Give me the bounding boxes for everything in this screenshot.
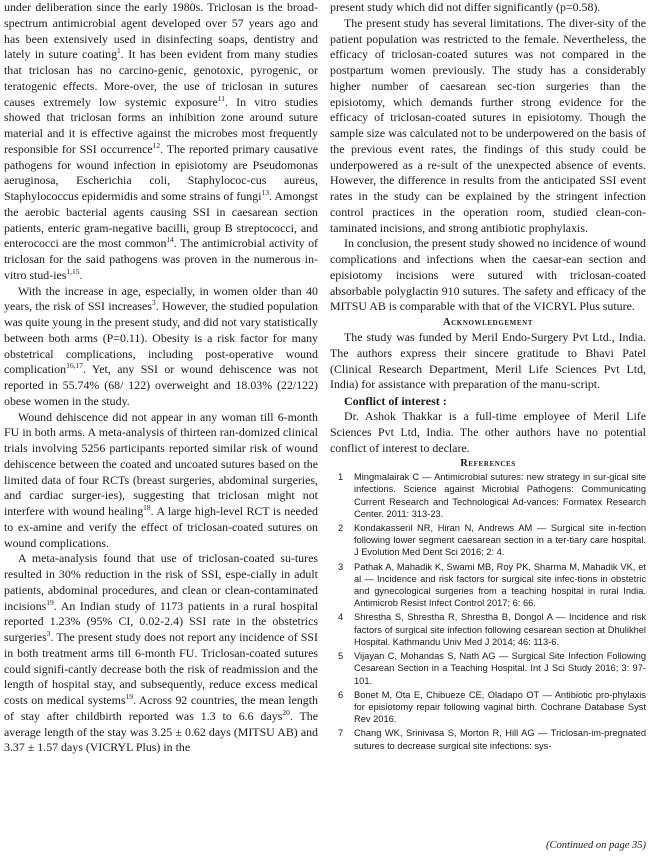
- right-column: [330, 0, 646, 754]
- acknowledgement-heading: Acknowledgement: [442, 317, 534, 328]
- left-column: [4, 0, 318, 756]
- paragraph-continuation: present study which did not differ significantly (p=0.58).: [330, 0, 601, 14]
- reference-item: 3 Pathak A, Mahadik K, Swami MB, Roy PK, Sharma M, Mahadik VK, et al — Incidence and risk factors for surgical site infec-tions in obstetric and gynecological surgeries from a teaching hospital in rural India. Antimicrob Resist Infect Control 2017; 6: 66.: [338, 561, 646, 609]
- reference-item: 5 Vijayan C, Mohandas S, Nath AG — Surgical Site Infection Following Cesarean Section in a Teaching Hospital. Int J Sci Study 2016; 3: 97-101.: [338, 651, 646, 686]
- paragraph-age-risk: With the increase in age, especially, in women older than 40 years, the risk of SSI increases$^3$. However, the studied population was quite young in the present study, and did not vary statistically between both arms (P=0.11). Obesity is a risk factor for many obstetrical complications, including post-operative wound complication$^{16,17}$. Yet, any SSI or wound dehiscence was not reported in 55.74% (68/ 122) overweight and 18.03% (22/122) obese women in the study.: [4, 283, 318, 408]
- references-list: [330, 471, 646, 751]
- acknowledgement-text: The study was funded by Meril Endo-Surgery Pvt Ltd., India. The authors express their sincere gratitude to Bhavi Patel (Clinical Research Department, Meril Life Sciences Pvt Ltd, India) for assistance with preparation of the manu-script.: [330, 330, 646, 392]
- conflict-text: Dr. Ashok Thakkar is a full-time employee of Meril Life Sciences Pvt Ltd, India. The other authors have no potential conflict of interest to declare.: [330, 409, 646, 455]
- reference-item: 4 Shrestha S, Shrestha R, Shrestha B, Dongol A — Incidence and risk factors of surgical site infection following cesarean section at Dhulikhel Hospital. Kathmandu Univ Med J 2014; 46: 113-6.: [338, 612, 646, 647]
- paragraph-triclosan: under deliberation since the early 1980s. Triclosan is the broad-spectrum antimicrobial agent developed over 57 years ago and has been extensively used in disinfecting soaps, dentistry and lately in suture coating$^1$. It has been evident from many studies that triclosan has no carcino-genic, genotoxic, pyrogenic, or teratogenic effects. More-over, the use of triclosan in sutures causes extremely low systemic exposure$^{11}$. In vitro studies showed that triclosan forms an inhibition zone around suture material and it is effective against the microbes most frequently responsible for SSI occurrence$^{12}$. The reported primary causative pathogens for wound infection in episiotomy are Pseudomonas aeruginosa, Escherichia coli, Staphylococ-cus aureus, Staphylococcus epidermidis and some strains of fungi$^{13}$. Amongst the aerobic bacterial agents causing SSI in caesarean section patients, enteric gram-negative bacilli, group B streptococci, and enterococci are the most common$^{14}$. The antimicrobial activity of triclosan for the said pathogens was proven in the numerous in-vitro stud-ies$^{1,15}$.: [4, 0, 318, 282]
- continued-note: (Continued on page 35): [545, 840, 646, 851]
- references-heading: References: [460, 458, 516, 470]
- paragraph-wound-dehiscence: Wound dehiscence did not appear in any woman till 6-month FU in both arms. A meta-analysis of thirteen ran-domized clinical trials involving 5256 participants reported similar risk of wound dehiscence between the coated and uncoated sutures based on the limited data of four RCTs (breast surgeries, abdominal surgeries, and cardiac surger-ies), suggesting that triclosan might not interfere with wound healing$^{18}$. A large high-level RCT is needed to ex-amine and verify the effect of triclosan-coated sutures on wound complications.: [4, 409, 318, 550]
- paragraph-conclusion: In conclusion, the present study showed no incidence of wound complications and infections when the caesar-ean section and episiotomy incisions were sutured with triclosan-coated absorbable polyglactin 910 sutures. The safety and efficacy of the MITSU AB is comparable with that of the VICRYL Plus suture.: [330, 236, 646, 314]
- conflict-heading: Conflict of interest :: [344, 394, 447, 408]
- reference-item: 6 Bonet M, Ota E, Chibueze CE, Oladapo OT — Antibiotic pro-phylaxis for episiotomy repair following vaginal birth. Cochrane Database Syst Rev 2016.: [338, 689, 646, 725]
- paragraph-meta-analysis: A meta-analysis found that use of triclosan-coated su-tures resulted in 30% reduction in the risk of SSI, espe-cially in adult patients, abdominal procedures, and clean or clean-contaminated incisions$^{19}$. An Indian study of 1173 patients in a rural hospital reported 1.23% (95% CI, 0.02-2.4) SSI rate in the obstetrics surgeries$^3$. The present study does not report any incidence of SSI in both treatment arms till 6-month FU. Triclosan-coated sutures could signifi-cantly decrease both the risk of readmission and the length of hospital stay, and subsequently, reduce excess medical costs on medical systems$^{19}$. Across 92 countries, the mean length of stay after childbirth reported was 1.3 to 6.6 days$^{20}$. The average length of the stay was 3.25 ± 0.62 days (MITSU AB) and 3.37 ± 1.57 days (VICRYL Plus) in the: [4, 551, 319, 755]
- reference-item: 1 Mingmalairak C — Antimicrobial sutures: new strategy in sur-gical site infections. Science against Microbial Pathogens: Communicating Current Research and Technological Ad-vances: Formatex Research Center. 2011: 313-23.: [338, 472, 646, 519]
- reference-item: 7 Chang WK, Srinivasa S, Morton R, Hill AG — Triclosan-im-pregnated sutures to decrease surgical site infections: sys-: [338, 728, 646, 751]
- paragraph-limitations: The present study has several limitations. The diver-sity of the patient population was restricted to the female. Nevertheless, the efficacy of triclosan-coated sutures was not compared in the postpartum women previously. The study has a considerably higher number of caesarean sec-tion surgeries than the episiotomy, which demands further strong evidence for the efficacy of triclosan-coated sutures in episiotomy. Though the sample size was calculated not to be underpowered on the basis of the previous event rates, the findings of this study could be underpowered as a re-sult of the unexpected absence of events. However, the difference in results from the anticipated SSI event rates in the study can be explained by the stringent infection control practices in the operation room, studied clean-con-taminated incisions, and strong antibiotic prophylaxis.: [330, 15, 646, 235]
- reference-item: 2 Kondakasseril NR, Hiran N, Andrews AM — Surgical site in-fection following lower segment caesarean section in a ter-tiary care hospital. J Evolution Med Dent Sci 2016; 2: 4.: [338, 523, 646, 558]
